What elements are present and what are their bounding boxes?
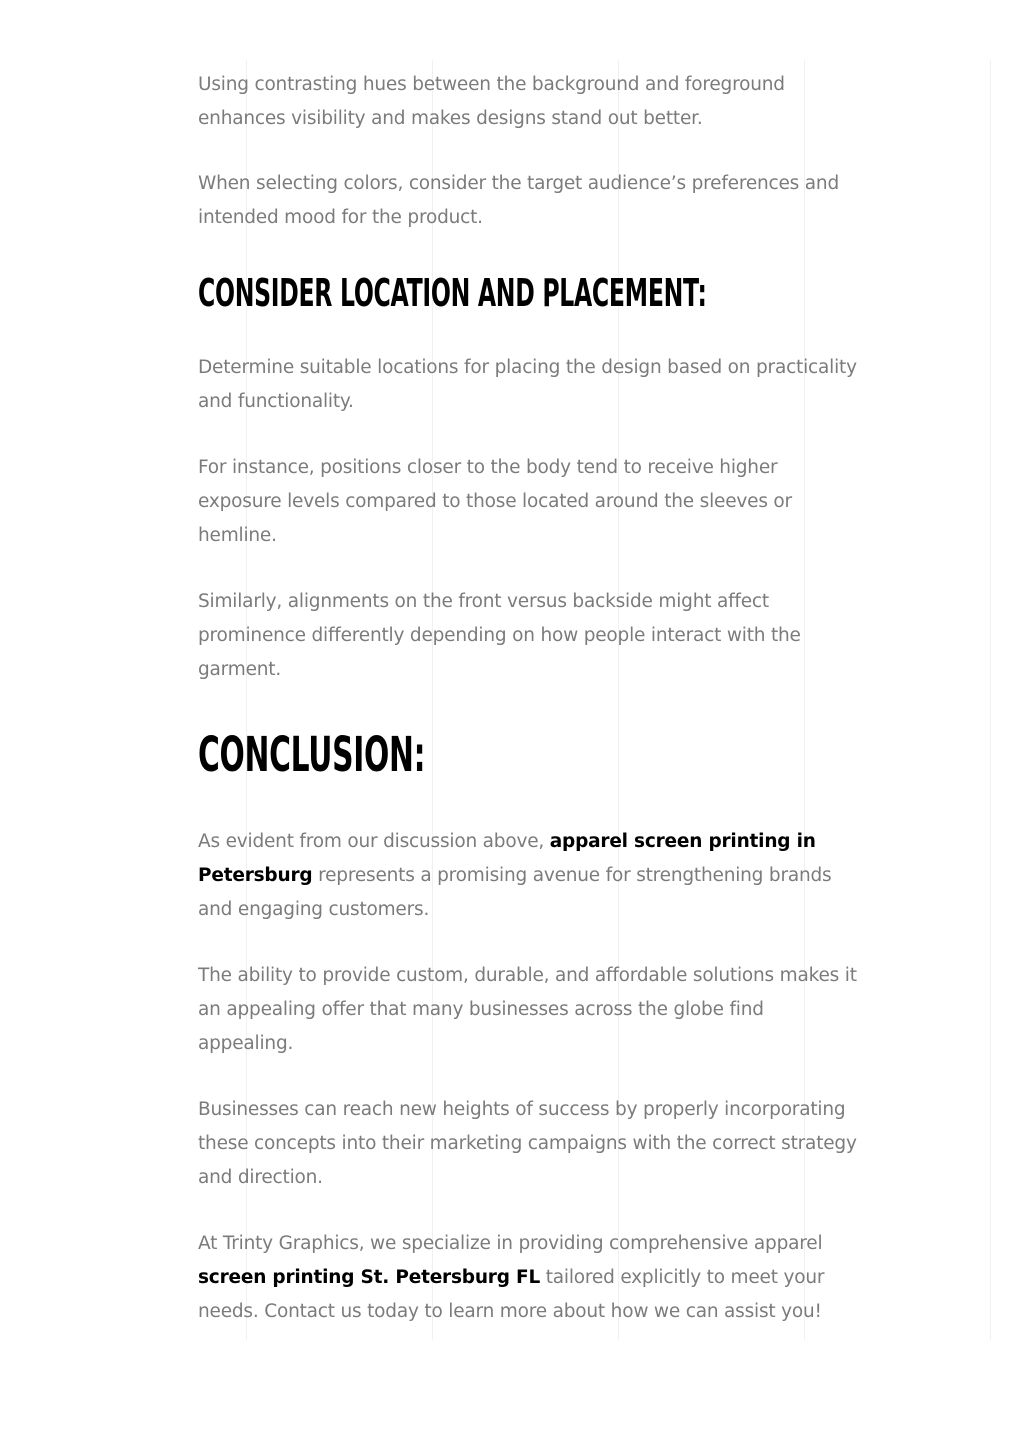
screen-printing-st-petersburg-link: screen printing St. Petersburg FL [198, 1267, 541, 1288]
conclusion-paragraph-ability: The ability to provide custom, durable, and affordable solutions makes it an appealing offer that many businesses across the globe find appealing. [198, 965, 857, 1054]
conclusion-paragraph-businesses: Businesses can reach new heights of success by properly incorporating these concepts into their marketing campaigns with the correct strategy and direction. [198, 1099, 857, 1188]
conclusion-p1-lead: As evident from our discussion above, [198, 831, 550, 852]
conclusion-p4-tail: tailored explicitly to meet your needs. Contact us today to learn more about how we can assist you! [198, 1267, 825, 1322]
background-gridline [990, 60, 991, 1340]
article-body [198, 68, 858, 1329]
conclusion-paragraph-trinty [198, 1227, 858, 1329]
intro-paragraph-colors: When selecting colors, consider the target audience’s preferences and intended mood for the product. [198, 173, 839, 228]
conclusion-paragraph-discussion [198, 825, 858, 927]
conclusion-p1-tail: represents a promising avenue for strengthening brands and engaging customers. [198, 865, 832, 920]
location-paragraph-suitable: Determine suitable locations for placing the design based on practicality and functionality. [198, 357, 857, 412]
location-paragraph-instance: For instance, positions closer to the body tend to receive higher exposure levels compared to those located around the sleeves or hemline. [198, 457, 792, 546]
intro-paragraph-contrast: Using contrasting hues between the background and foreground enhances visibility and makes designs stand out better. [198, 74, 785, 129]
apparel-screen-printing-link: apparel screen printing in Petersburg [198, 831, 816, 886]
conclusion-heading: CONCLUSION: [198, 727, 426, 783]
location-heading: CONSIDER LOCATION AND PLACEMENT: [198, 271, 707, 315]
location-paragraph-alignments: Similarly, alignments on the front versus backside might affect prominence differently depending on how people interact with the garment. [198, 591, 801, 680]
conclusion-p4-lead: At Trinty Graphics, we specialize in providing comprehensive apparel [198, 1233, 823, 1254]
